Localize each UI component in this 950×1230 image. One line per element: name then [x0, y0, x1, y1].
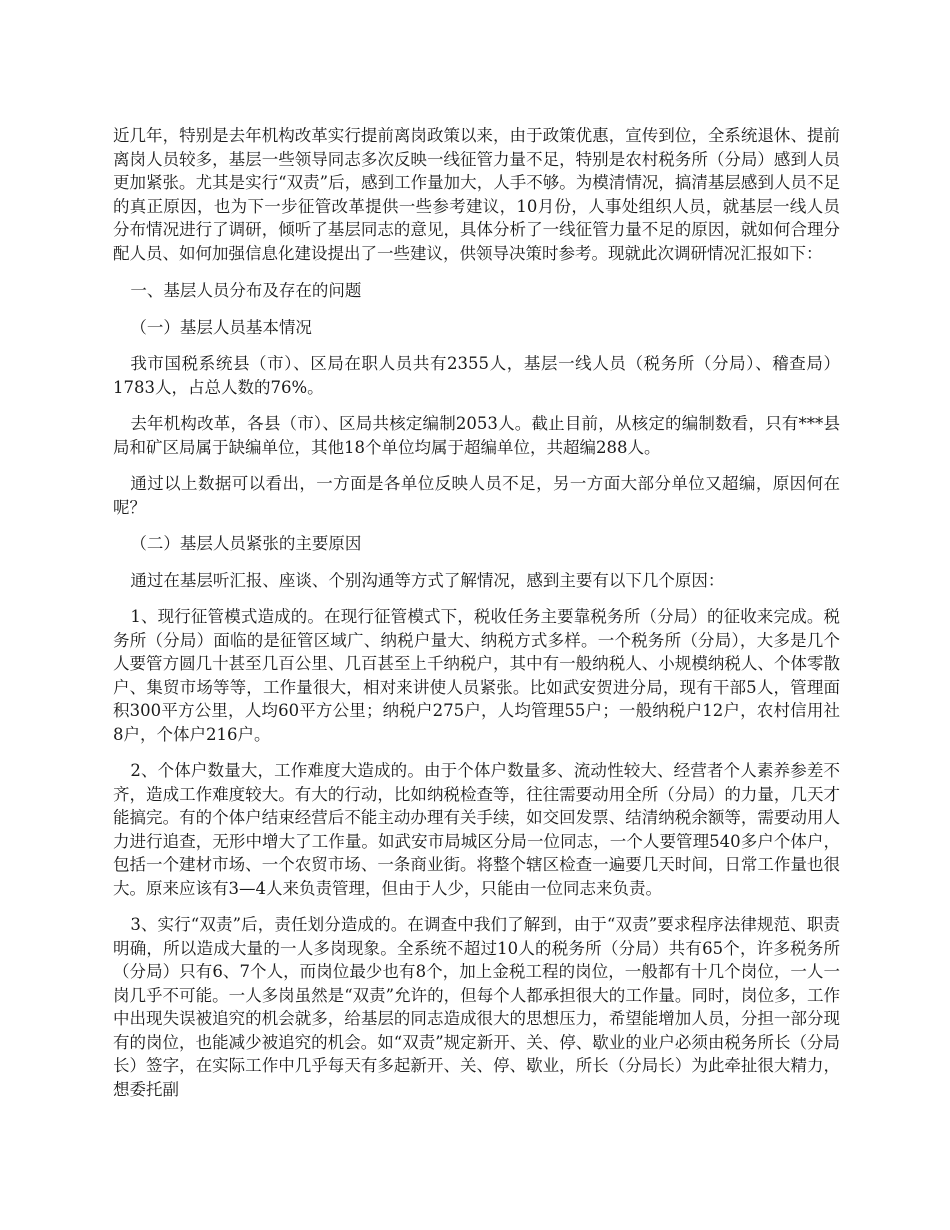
subsection-heading-1: （一）基层人员基本情况 [130, 317, 312, 337]
intro-paragraph: 近几年，特别是去年机构改革实行提前离岗政策以来，由于政策优惠，宣传到位，全系统退休、提前离岗人员较多，基层一些领导同志多次反映一线征管力量不足，特别是农村税务所（分局）感到人员更加紧张。尤其是实行“双责”后，感到工作量加大，人手不够。为模清情况，搞清基层感到人员不足的真正原因，也为下一步征管改革提供一些参考建议，10月份，人事处组织人员，就基层一线人员分布情况进行了调研，倾听了基层同志的意见，具体分析了一线征管力量不足的原因，就如何合理分配人员、如何加强信息化建设提出了一些建议，供领导决策时参考。现就此次调研情况汇报如下： [113, 126, 840, 263]
paragraph-staff-count: 我市国税系统县（市）、区局在职人员共有2355人，基层一线人员（税务所（分局）、稽查局）1783人，占总人数的76%。 [113, 354, 840, 397]
subsection-heading-2: （二）基层人员紧张的主要原因 [130, 534, 362, 553]
paragraph-reason-2: 2、个体户数量大，工作难度大造成的。由于个体户数量多、流动性较大、经营者个人素养参差不齐，造成工作难度较大。有大的行动，比如纳税检查等，往往需要动用全所（分局）的力量，几天才能搞完。有的个体户结束经营后不能主动办理有关手续，如交回发票、结清纳税余额等，需要动用人力进行追查，无形中增大了工作量。如武安市局城区分局一位同志，一个人要管理540多户个体户，包括一个建材市场、一个农贸市场、一条商业街。将整个辖区检查一遍要几天时间，日常工作量也很大。原来应该有3—4人来负责管理，但由于人少，只能由一位同志来负责。 [113, 761, 840, 898]
paragraph-question: 通过以上数据可以看出，一方面是各单位反映人员不足，另一方面大部分单位又超编，原因何在呢？ [113, 474, 840, 517]
paragraph-staffing-quota: 去年机构改革，各县（市）、区局共核定编制2053人。截止目前，从核定的编制数看，只有***县局和矿区局属于缺编单位，其他18个单位均属于超编单位，共超编288人。 [113, 414, 840, 457]
paragraph-reason-3: 3、实行“双责”后，责任划分造成的。在调查中我们了解到，由于“双责”要求程序法律规范、职责明确，所以造成大量的一人多岗现象。全系统不超过10人的税务所（分局）共有65个，许多税务所（分局）只有6、7个人，而岗位最少也有8个，加上金税工程的岗位，一般都有十几个岗位，一人一岗几乎不可能。一人多岗虽然是“双责”允许的，但每个人都承担很大的工作量。同时，岗位多，工作中出现失误被追究的机会就多，给基层的同志造成很大的思想压力，希望能增加人员，分担一部分现有的岗位，也能减少被追究的机会。如“双责”规定新开、关、停、歇业的业户必须由税务所长（分局长）签字，在实际工作中几乎每天有多起新开、关、停、歇业，所长（分局长）为此牵扯很大精力，想委托副 [113, 915, 840, 1099]
paragraph-reasons-intro: 通过在基层听汇报、座谈、个别沟通等方式了解情况，感到主要有以下几个原因： [130, 570, 725, 590]
section-heading-1: 一、基层人员分布及存在的问题 [130, 281, 362, 300]
document-body [113, 124, 840, 1114]
paragraph-reason-1: 1、现行征管模式造成的。在现行征管模式下，税收任务主要靠税务所（分局）的征收来完成。税务所（分局）面临的是征管区域广、纳税户量大、纳税方式多样。一个税务所（分局），大多是几个人要管方圆几十甚至几百公里、几百甚至上千纳税户，其中有一般纳税人、小规模纳税人、个体零散户、集贸市场等等，工作量很大，相对来讲使人员紧张。比如武安贺进分局，现有干部5人，管理面积300平方公里，人均60平方公里；纳税户275户，人均管理55户；一般纳税户12户，农村信用社8户，个体户216户。 [113, 607, 840, 744]
